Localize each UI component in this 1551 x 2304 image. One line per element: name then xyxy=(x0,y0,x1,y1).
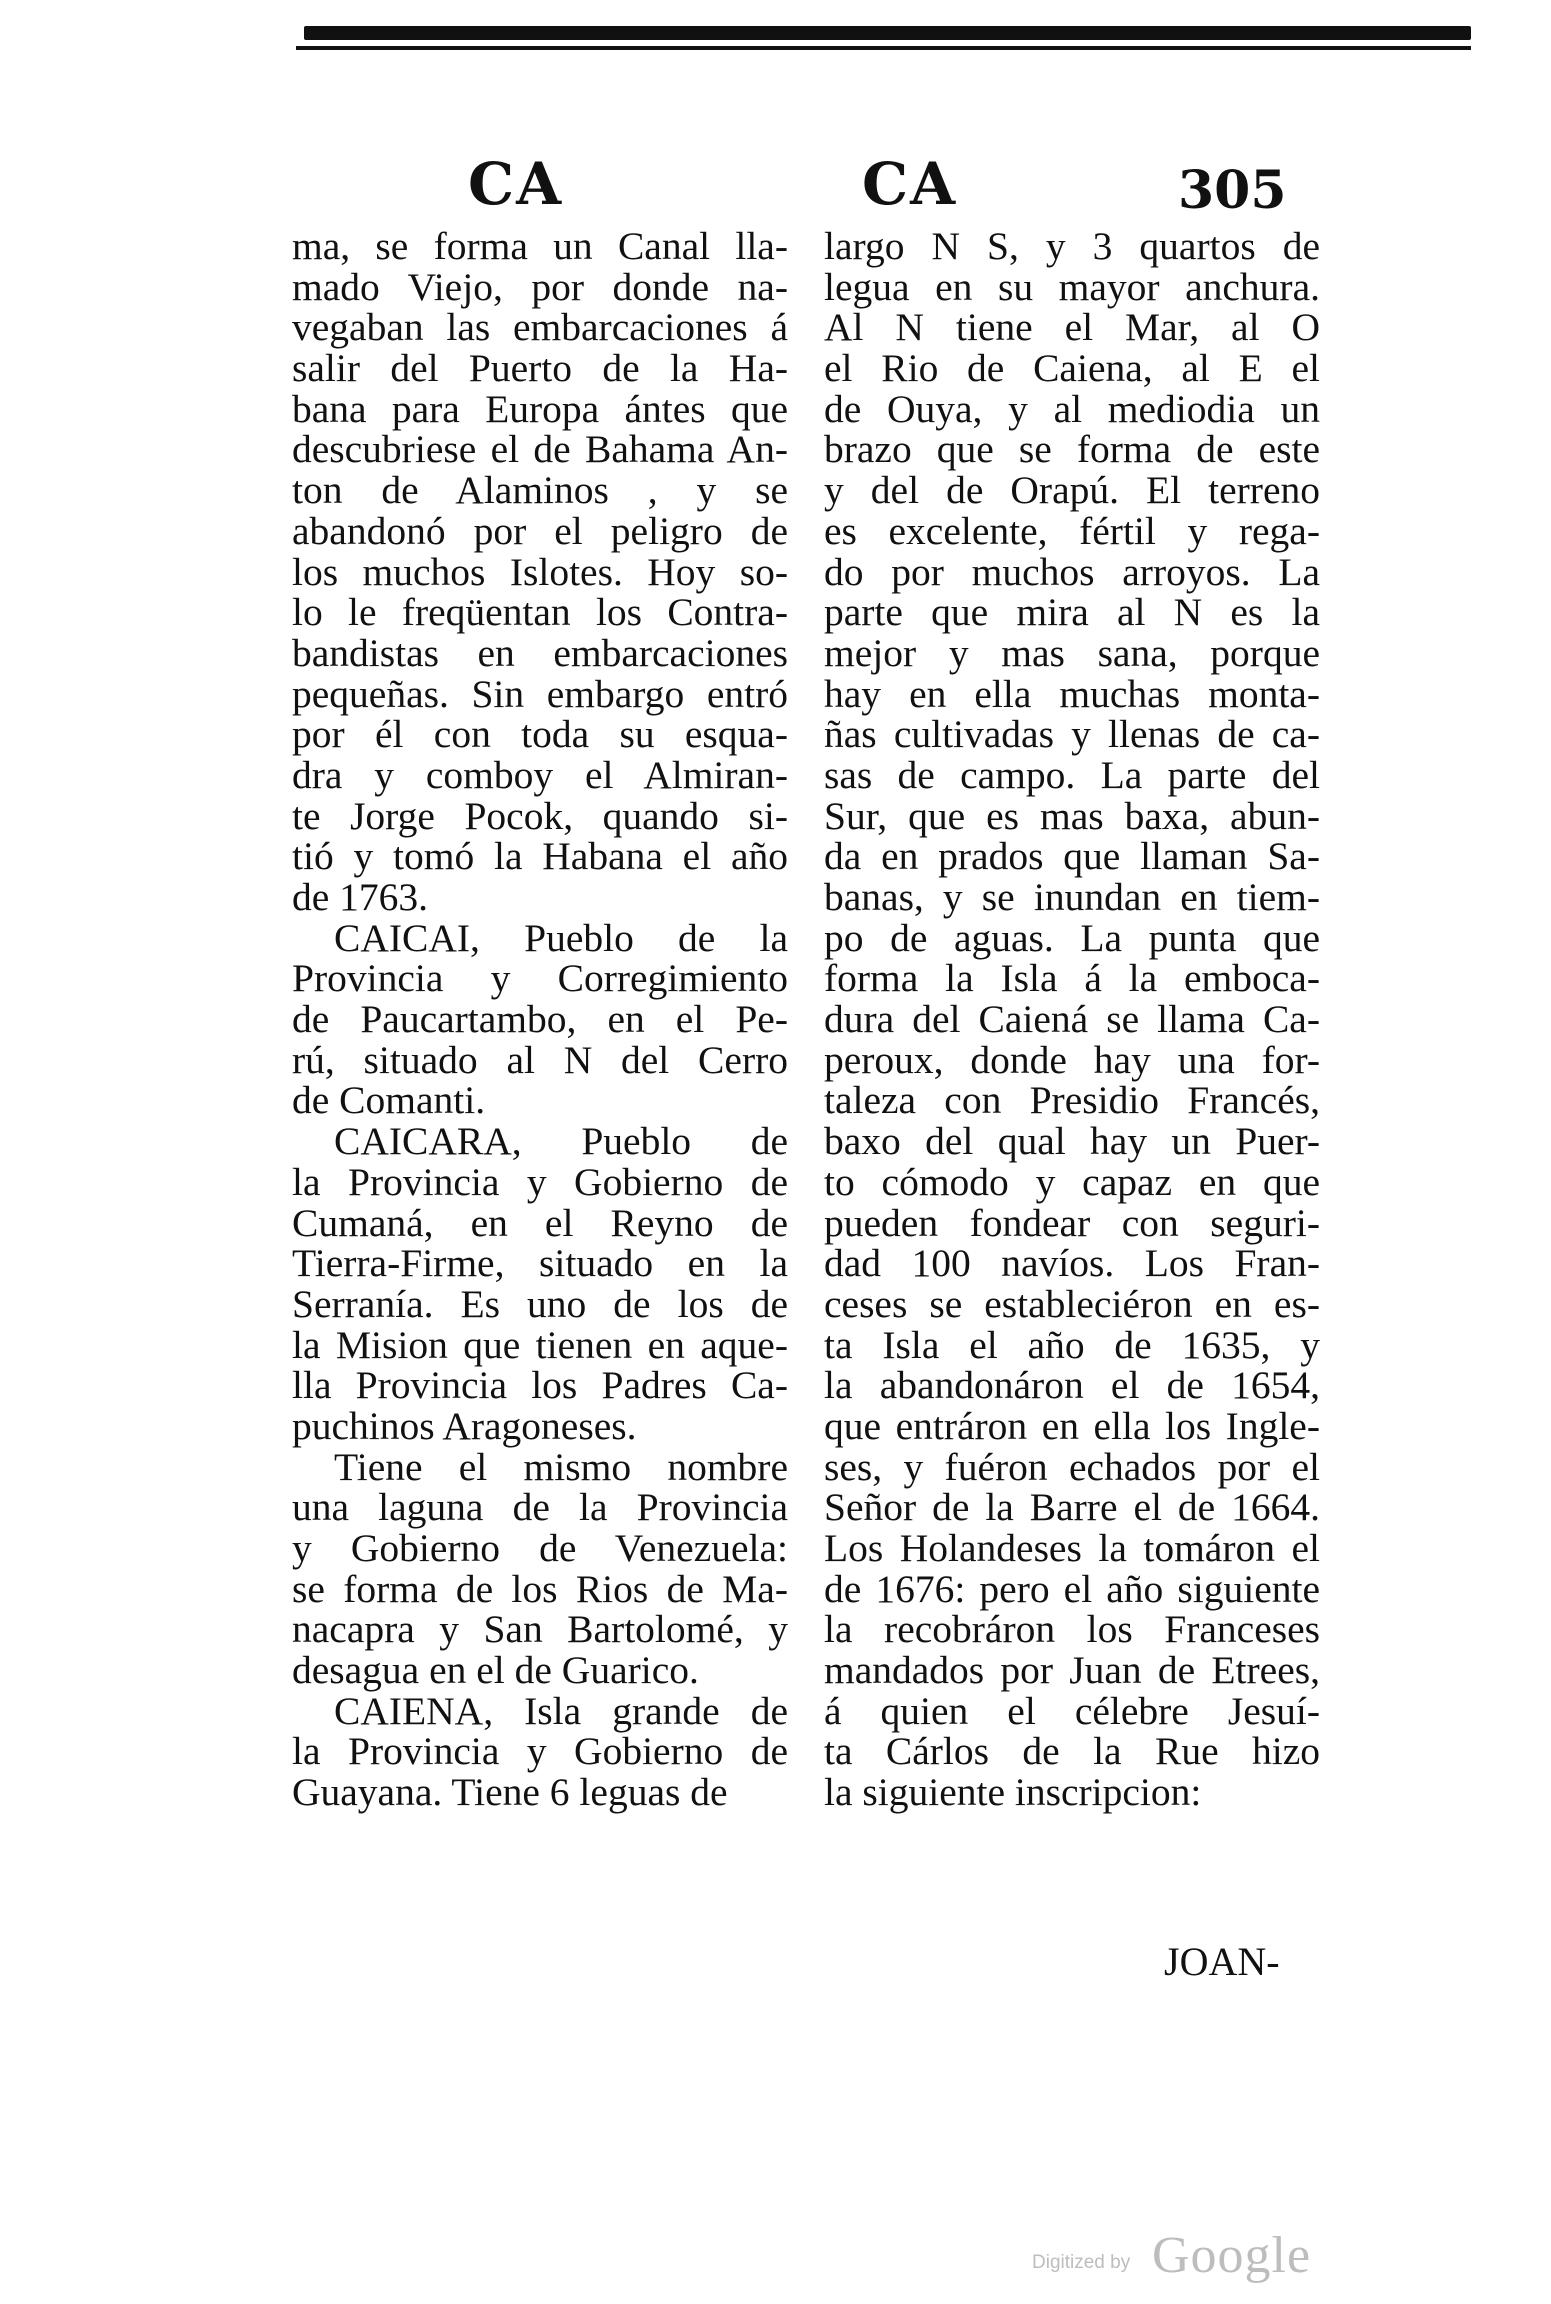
left-column-line: la Provincia y Gobierno de xyxy=(292,1729,788,1774)
right-column-line: peroux, donde hay una for- xyxy=(824,1037,1320,1082)
left-column-line: de Comanti. xyxy=(292,1078,486,1123)
right-column-line: to cómodo y capaz en que xyxy=(824,1159,1320,1204)
right-column-line: forma la Isla á la emboca- xyxy=(824,956,1320,1001)
left-column-line: de Paucartambo, en el Pe- xyxy=(292,997,788,1042)
left-column-line: bana para Europa ántes que xyxy=(292,386,788,431)
left-column-line: Serranía. Es uno de los de xyxy=(292,1281,788,1326)
left-column-line: lla Provincia los Padres Ca- xyxy=(292,1363,788,1408)
right-column-line: y del de Orapú. El terreno xyxy=(824,468,1320,513)
left-column-line: y Gobierno de Venezuela: xyxy=(292,1526,788,1570)
left-column-line: pequeñas. Sin embargo entró xyxy=(292,671,788,716)
watermark-brand: Google xyxy=(1152,2227,1312,2284)
right-column-line: po de aguas. La punta que xyxy=(824,915,1320,960)
right-column-line: de Ouya, y al mediodia un xyxy=(824,386,1320,431)
right-column-line: ceses se estableciéron en es- xyxy=(824,1281,1320,1326)
right-column-line: Los Holandeses la tomáron el xyxy=(824,1526,1320,1570)
left-column-line: rú, situado al N del Cerro xyxy=(292,1037,788,1082)
running-head-right: CA xyxy=(862,150,958,218)
right-column xyxy=(824,226,1320,1813)
top-rule-thick xyxy=(304,26,1471,40)
left-column-line: Provincia y Corregimiento xyxy=(292,956,788,1001)
left-column-line: puchinos Aragoneses. xyxy=(292,1403,637,1448)
left-column-line: por él con toda su esqua- xyxy=(292,712,788,757)
left-column-line: Tiene el mismo nombre xyxy=(334,1444,788,1489)
digitized-by-google-watermark xyxy=(1032,2226,1352,2286)
right-column-line: legua en su mayor anchura. xyxy=(824,264,1320,309)
right-column-line: Señor de la Barre el de 1664. xyxy=(824,1485,1320,1530)
right-column-line: de 1676: pero el año siguiente xyxy=(824,1566,1320,1611)
right-column-line: ta Isla el año de 1635, y xyxy=(824,1322,1320,1367)
right-column-line: banas, y se inundan en tiem- xyxy=(824,875,1320,919)
left-column-line: vegaban las embarcaciones á xyxy=(292,305,788,350)
left-column-line: ma, se forma un Canal lla- xyxy=(292,224,788,268)
left-column-line: Guayana. Tiene 6 leguas de xyxy=(292,1770,728,1815)
left-column-line: la Mision que tienen en aque- xyxy=(292,1322,788,1367)
left-column-line: de 1763. xyxy=(292,875,429,919)
running-head-left: CA xyxy=(468,150,564,218)
right-column-line: dad 100 navíos. Los Fran- xyxy=(824,1241,1320,1286)
right-column-line: sas de campo. La parte del xyxy=(824,752,1320,797)
watermark-prefix: Digitized by xyxy=(1032,2252,1131,2273)
left-column-line: lo le freqüentan los Contra- xyxy=(292,590,788,635)
right-column-line: ta Cárlos de la Rue hizo xyxy=(824,1729,1320,1774)
left-column-line: Tierra-Firme, situado en la xyxy=(292,1241,788,1286)
left-column-line: los muchos Islotes. Hoy so- xyxy=(292,549,788,594)
left-column xyxy=(292,226,788,1813)
right-column-line: Al N tiene el Mar, al O xyxy=(824,305,1320,350)
left-column-line: mado Viejo, por donde na- xyxy=(292,264,788,309)
right-column-line: Sur, que es mas baxa, abun- xyxy=(824,793,1320,838)
right-column-line: taleza con Presidio Francés, xyxy=(824,1078,1320,1123)
catchword: JOAN- xyxy=(1164,1939,1280,1984)
right-column-line: la abandonáron el de 1654, xyxy=(824,1363,1320,1408)
right-column-line: á quien el célebre Jesuí- xyxy=(824,1688,1320,1733)
right-column-line: da en prados que llaman Sa- xyxy=(824,834,1320,879)
right-column-line: el Rio de Caiena, al E el xyxy=(824,346,1320,391)
left-column-line: CAICARA, Pueblo de xyxy=(334,1119,788,1164)
right-column-line: hay en ella muchas monta- xyxy=(824,671,1320,716)
right-column-line: do por muchos arroyos. La xyxy=(824,549,1320,594)
left-column-line: se forma de los Rios de Ma- xyxy=(292,1566,788,1611)
right-column-line: ses, y fuéron echados por el xyxy=(824,1444,1320,1489)
right-column-line: largo N S, y 3 quartos de xyxy=(824,224,1320,268)
left-column-line: Cumaná, en el Reyno de xyxy=(292,1200,788,1245)
right-column-line: ñas cultivadas y llenas de ca- xyxy=(824,712,1320,757)
right-column-line: mandados por Juan de Etrees, xyxy=(824,1648,1320,1693)
left-column-line: abandonó por el peligro de xyxy=(292,508,788,553)
page-number: 305 xyxy=(1178,160,1287,221)
top-rule-thin xyxy=(296,46,1471,50)
left-column-line: CAIENA, Isla grande de xyxy=(334,1688,788,1733)
left-column-line: nacapra y San Bartolomé, y xyxy=(292,1607,788,1652)
left-column-line: salir del Puerto de la Ha- xyxy=(292,346,788,391)
left-column-line: dra y comboy el Almiran- xyxy=(292,752,788,797)
right-column-line: la recobráron los Franceses xyxy=(824,1607,1320,1652)
right-column-line: brazo que se forma de este xyxy=(824,427,1320,472)
right-column-line: pueden fondear con seguri- xyxy=(824,1200,1320,1245)
top-rule xyxy=(296,24,1471,54)
left-column-line: tió y tomó la Habana el año xyxy=(292,834,788,879)
left-column-line: ton de Alaminos , y se xyxy=(292,468,788,513)
left-column-line: te Jorge Pocok, quando si- xyxy=(292,793,788,838)
left-column-line: CAICAI, Pueblo de la xyxy=(334,915,788,960)
right-column-line: que entráron en ella los Ingle- xyxy=(824,1403,1320,1448)
right-column-line: la siguiente inscripcion: xyxy=(824,1770,1202,1815)
left-column-line: descubriese el de Bahama An- xyxy=(292,427,788,472)
right-column-line: baxo del qual hay un Puer- xyxy=(824,1119,1320,1164)
left-column-line: desagua en el de Guarico. xyxy=(292,1648,699,1693)
left-column-line: la Provincia y Gobierno de xyxy=(292,1159,788,1204)
right-column-line: dura del Caiená se llama Ca- xyxy=(824,997,1320,1042)
right-column-line: mejor y mas sana, porque xyxy=(824,630,1320,675)
left-column-line: bandistas en embarcaciones xyxy=(292,630,788,675)
right-column-line: es excelente, fértil y rega- xyxy=(824,508,1320,553)
right-column-line: parte que mira al N es la xyxy=(824,590,1320,635)
left-column-line: una laguna de la Provincia xyxy=(292,1485,788,1530)
